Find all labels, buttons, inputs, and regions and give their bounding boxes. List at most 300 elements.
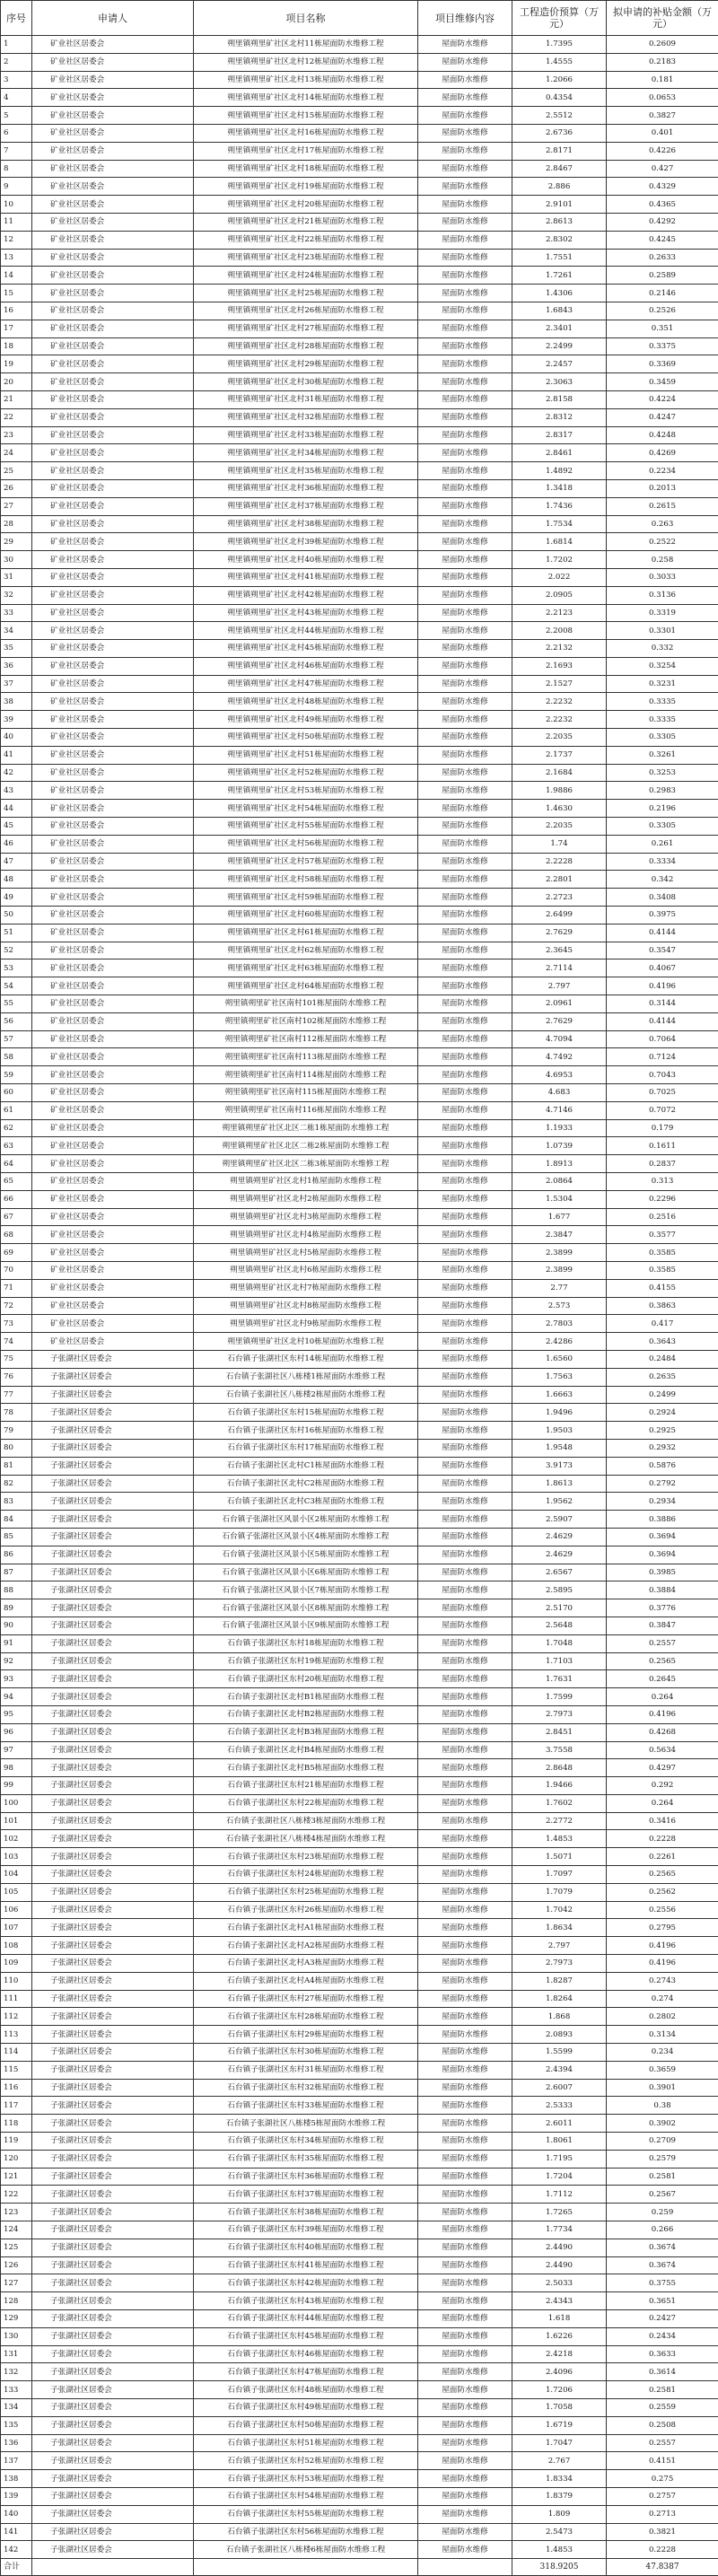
table-row — [1, 53, 718, 71]
row-subsidy: 0.2567 — [607, 2186, 718, 2204]
row-project-name: 石台镇子张湖社区东村15栋屋面防水维修工程 — [194, 1404, 418, 1422]
row-repair-content: 屋面防水维修 — [418, 977, 512, 995]
row-applicant: 矿业社区居委会 — [32, 800, 194, 818]
row-subsidy: 0.4144 — [607, 1012, 718, 1030]
row-budget: 1.8613 — [512, 1475, 607, 1493]
row-applicant: 子张湖社区居委会 — [32, 2381, 194, 2399]
row-subsidy: 0.264 — [607, 1794, 718, 1812]
row-applicant: 矿业社区居委会 — [32, 853, 194, 871]
row-repair-content: 屋面防水维修 — [418, 249, 512, 267]
row-applicant: 子张湖社区居委会 — [32, 1794, 194, 1812]
row-project-name: 朔里镇朔里矿社区北村11栋屋面防水维修工程 — [194, 36, 418, 54]
row-project-name: 朔里镇朔里矿社区北村13栋屋面防水维修工程 — [194, 71, 418, 89]
row-applicant: 矿业社区居委会 — [32, 1333, 194, 1351]
row-budget: 4.7146 — [512, 1101, 607, 1119]
row-project-name: 石台镇子张湖社区东村50栋屋面防水维修工程 — [194, 2416, 418, 2434]
table-row — [1, 1652, 718, 1670]
row-budget: 1.7058 — [512, 2398, 607, 2416]
row-project-name: 朔里镇朔里矿社区北村59栋屋面防水维修工程 — [194, 889, 418, 907]
table-row — [1, 1439, 718, 1457]
row-applicant: 矿业社区居委会 — [32, 871, 194, 889]
row-index: 37 — [1, 675, 32, 693]
row-budget: 2.5170 — [512, 1599, 607, 1617]
row-applicant: 子张湖社区居委会 — [32, 1759, 194, 1777]
row-repair-content: 屋面防水维修 — [418, 2381, 512, 2399]
row-budget: 1.7265 — [512, 2204, 607, 2221]
row-project-name: 朔里镇朔里矿社区北村20栋屋面防水维修工程 — [194, 196, 418, 214]
row-budget: 2.2232 — [512, 693, 607, 711]
row-budget: 2.1737 — [512, 746, 607, 764]
row-repair-content: 屋面防水维修 — [418, 746, 512, 764]
row-applicant: 子张湖社区居委会 — [32, 2256, 194, 2274]
total-label: 合计 — [1, 2559, 32, 2576]
row-applicant: 子张湖社区居委会 — [32, 2044, 194, 2062]
row-project-name: 石台镇子张湖社区风景小区2栋屋面防水维修工程 — [194, 1511, 418, 1529]
row-project-name: 朔里镇朔里矿社区北村1栋屋面防水维修工程 — [194, 1173, 418, 1191]
row-applicant: 矿业社区居委会 — [32, 124, 194, 142]
row-applicant: 矿业社区居委会 — [32, 1137, 194, 1155]
row-applicant: 子张湖社区居委会 — [32, 2079, 194, 2097]
row-subsidy: 0.3755 — [607, 2274, 718, 2292]
row-project-name: 朔里镇朔里矿社区北村33栋屋面防水维修工程 — [194, 426, 418, 444]
row-subsidy: 0.4268 — [607, 1723, 718, 1741]
row-index: 94 — [1, 1688, 32, 1706]
row-index: 6 — [1, 124, 32, 142]
row-project-name: 朔里镇朔里矿社区北村41栋屋面防水维修工程 — [194, 568, 418, 586]
row-repair-content: 屋面防水维修 — [418, 1137, 512, 1155]
table-row — [1, 1493, 718, 1511]
row-applicant: 子张湖社区居委会 — [32, 2363, 194, 2381]
row-repair-content: 屋面防水维修 — [418, 373, 512, 391]
row-subsidy: 0.274 — [607, 1990, 718, 2008]
table-row — [1, 1333, 718, 1351]
row-project-name: 朔里镇朔里矿社区北区二栋1栋屋面防水维修工程 — [194, 1119, 418, 1137]
row-repair-content: 屋面防水维修 — [418, 1794, 512, 1812]
row-budget: 1.7631 — [512, 1670, 607, 1688]
row-budget: 2.767 — [512, 2452, 607, 2470]
row-applicant: 子张湖社区居委会 — [32, 2115, 194, 2133]
row-repair-content: 屋面防水维修 — [418, 604, 512, 622]
row-subsidy: 0.4144 — [607, 924, 718, 942]
row-applicant: 矿业社区居委会 — [32, 604, 194, 622]
row-subsidy: 0.2565 — [607, 1652, 718, 1670]
row-index: 114 — [1, 2044, 32, 2062]
row-budget: 1.7097 — [512, 1866, 607, 1884]
row-budget: 1.6814 — [512, 533, 607, 551]
row-budget: 1.7195 — [512, 2150, 607, 2168]
row-budget: 0.4354 — [512, 89, 607, 107]
row-subsidy: 0.4196 — [607, 977, 718, 995]
row-project-name: 朔里镇朔里矿社区北村56栋屋面防水维修工程 — [194, 835, 418, 853]
table-row — [1, 2256, 718, 2274]
row-project-name: 石台镇子张湖社区东村48栋屋面防水维修工程 — [194, 2381, 418, 2399]
row-budget: 2.6736 — [512, 124, 607, 142]
table-row — [1, 746, 718, 764]
row-repair-content: 屋面防水维修 — [418, 36, 512, 54]
row-index: 2 — [1, 53, 32, 71]
row-applicant: 矿业社区居委会 — [32, 107, 194, 125]
row-repair-content: 屋面防水维修 — [418, 1155, 512, 1173]
row-budget: 4.683 — [512, 1084, 607, 1102]
row-index: 116 — [1, 2079, 32, 2097]
row-budget: 2.6011 — [512, 2115, 607, 2133]
row-applicant: 子张湖社区居委会 — [32, 1652, 194, 1670]
row-repair-content: 屋面防水维修 — [418, 355, 512, 373]
row-project-name: 石台镇子张湖社区东村14栋屋面防水维修工程 — [194, 1350, 418, 1368]
row-project-name: 石台镇子张湖社区东村16栋屋面防水维修工程 — [194, 1422, 418, 1440]
row-project-name: 石台镇子张湖社区东村56栋屋面防水维修工程 — [194, 2523, 418, 2541]
row-budget: 2.2723 — [512, 889, 607, 907]
row-repair-content: 屋面防水维修 — [418, 551, 512, 569]
row-index: 63 — [1, 1137, 32, 1155]
row-applicant: 矿业社区居委会 — [32, 1279, 194, 1297]
row-subsidy: 0.2562 — [607, 1883, 718, 1901]
row-subsidy: 0.3633 — [607, 2345, 718, 2363]
row-applicant: 子张湖社区居委会 — [32, 2541, 194, 2559]
row-repair-content: 屋面防水维修 — [418, 2168, 512, 2186]
total-budget: 318.9205 — [512, 2559, 607, 2576]
row-budget: 1.7395 — [512, 36, 607, 54]
row-budget: 1.4853 — [512, 1830, 607, 1848]
row-repair-content: 屋面防水维修 — [418, 818, 512, 836]
table-row — [1, 1937, 718, 1955]
row-applicant: 矿业社区居委会 — [32, 1244, 194, 1262]
row-index: 95 — [1, 1705, 32, 1723]
row-project-name: 朔里镇朔里矿社区北村53栋屋面防水维修工程 — [194, 782, 418, 800]
row-budget: 2.2123 — [512, 604, 607, 622]
row-project-name: 朔里镇朔里矿社区北村35栋屋面防水维修工程 — [194, 462, 418, 480]
row-subsidy: 0.7025 — [607, 1084, 718, 1102]
row-applicant: 子张湖社区居委会 — [32, 1883, 194, 1901]
row-applicant: 子张湖社区居委会 — [32, 1848, 194, 1866]
table-row — [1, 2292, 718, 2310]
row-budget: 2.8467 — [512, 160, 607, 178]
row-index: 19 — [1, 355, 32, 373]
row-budget: 2.5473 — [512, 2523, 607, 2541]
row-subsidy: 0.2743 — [607, 1972, 718, 1990]
row-subsidy: 0.7072 — [607, 1101, 718, 1119]
row-index: 118 — [1, 2115, 32, 2133]
row-project-name: 朔里镇朔里矿社区北村7栋屋面防水维修工程 — [194, 1279, 418, 1297]
row-budget: 1.8264 — [512, 1990, 607, 2008]
row-repair-content: 屋面防水维修 — [418, 729, 512, 747]
row-project-name: 石台镇子张湖社区东村27栋屋面防水维修工程 — [194, 1990, 418, 2008]
row-index: 123 — [1, 2204, 32, 2221]
row-applicant: 子张湖社区居委会 — [32, 1670, 194, 1688]
row-subsidy: 0.3884 — [607, 1582, 718, 1599]
row-index: 49 — [1, 889, 32, 907]
table-row — [1, 1617, 718, 1634]
row-repair-content: 屋面防水维修 — [418, 1439, 512, 1457]
row-applicant: 矿业社区居委会 — [32, 249, 194, 267]
table-row — [1, 1066, 718, 1084]
row-repair-content: 屋面防水维修 — [418, 995, 512, 1013]
row-applicant: 子张湖社区居委会 — [32, 2026, 194, 2044]
row-index: 99 — [1, 1777, 32, 1795]
row-project-name: 石台镇子张湖社区北村B5栋屋面防水维修工程 — [194, 1759, 418, 1777]
row-index: 5 — [1, 107, 32, 125]
row-project-name: 石台镇子张湖社区风景小区8栋屋面防水维修工程 — [194, 1599, 418, 1617]
row-repair-content: 屋面防水维修 — [418, 1297, 512, 1315]
row-budget: 1.8379 — [512, 2487, 607, 2505]
row-budget: 1.6226 — [512, 2327, 607, 2345]
row-applicant: 子张湖社区居委会 — [32, 1582, 194, 1599]
table-row — [1, 2327, 718, 2345]
row-index: 75 — [1, 1350, 32, 1368]
row-budget: 2.8302 — [512, 231, 607, 249]
row-applicant: 子张湖社区居委会 — [32, 2239, 194, 2256]
row-project-name: 朔里镇朔里矿社区北区二栋3栋屋面防水维修工程 — [194, 1155, 418, 1173]
table-row — [1, 2470, 718, 2488]
row-applicant: 矿业社区居委会 — [32, 285, 194, 302]
row-index: 77 — [1, 1386, 32, 1404]
row-budget: 1.1933 — [512, 1119, 607, 1137]
row-subsidy: 0.3416 — [607, 1812, 718, 1830]
row-project-name: 朔里镇朔里矿社区北村15栋屋面防水维修工程 — [194, 107, 418, 125]
row-index: 25 — [1, 462, 32, 480]
row-index: 104 — [1, 1866, 32, 1884]
row-index: 43 — [1, 782, 32, 800]
row-index: 26 — [1, 479, 32, 497]
row-budget: 1.7202 — [512, 551, 607, 569]
row-index: 78 — [1, 1404, 32, 1422]
row-project-name: 石台镇子张湖社区八栋楼2栋屋面防水维修工程 — [194, 1386, 418, 1404]
row-index: 74 — [1, 1333, 32, 1351]
row-project-name: 石台镇子张湖社区风景小区7栋屋面防水维修工程 — [194, 1582, 418, 1599]
row-budget: 2.7629 — [512, 1012, 607, 1030]
row-budget: 2.1684 — [512, 764, 607, 782]
row-budget: 2.2008 — [512, 622, 607, 640]
row-index: 60 — [1, 1084, 32, 1102]
row-repair-content: 屋面防水维修 — [418, 1652, 512, 1670]
row-applicant: 矿业社区居委会 — [32, 746, 194, 764]
row-index: 10 — [1, 196, 32, 214]
row-project-name: 朔里镇朔里矿社区北村24栋屋面防水维修工程 — [194, 267, 418, 285]
row-budget: 2.0893 — [512, 2026, 607, 2044]
table-row — [1, 800, 718, 818]
table-row — [1, 142, 718, 160]
row-subsidy: 0.2645 — [607, 1670, 718, 1688]
row-subsidy: 0.3301 — [607, 622, 718, 640]
row-repair-content: 屋面防水维修 — [418, 586, 512, 604]
row-project-name: 石台镇子张湖社区八栋楼6栋屋面防水维修工程 — [194, 2541, 418, 2559]
row-applicant: 矿业社区居委会 — [32, 1119, 194, 1137]
row-project-name: 朔里镇朔里矿社区北村32栋屋面防水维修工程 — [194, 408, 418, 426]
row-repair-content: 屋面防水维修 — [418, 1048, 512, 1066]
row-repair-content: 屋面防水维修 — [418, 1582, 512, 1599]
row-subsidy: 0.2484 — [607, 1350, 718, 1368]
row-applicant: 矿业社区居委会 — [32, 1226, 194, 1244]
row-index: 102 — [1, 1830, 32, 1848]
row-project-name: 朔里镇朔里矿社区南村102栋屋面防水维修工程 — [194, 1012, 418, 1030]
row-index: 23 — [1, 426, 32, 444]
row-applicant: 矿业社区居委会 — [32, 196, 194, 214]
row-budget: 2.8312 — [512, 408, 607, 426]
row-applicant: 矿业社区居委会 — [32, 426, 194, 444]
row-repair-content: 屋面防水维修 — [418, 2079, 512, 2097]
row-project-name: 朔里镇朔里矿社区北村21栋屋面防水维修工程 — [194, 213, 418, 231]
table-row — [1, 355, 718, 373]
table-row — [1, 231, 718, 249]
row-subsidy: 0.2802 — [607, 2008, 718, 2026]
row-repair-content: 屋面防水维修 — [418, 2327, 512, 2345]
row-applicant: 矿业社区居委会 — [32, 89, 194, 107]
row-subsidy: 0.4151 — [607, 2452, 718, 2470]
row-applicant: 矿业社区居委会 — [32, 995, 194, 1013]
row-repair-content: 屋面防水维修 — [418, 2487, 512, 2505]
row-subsidy: 0.2508 — [607, 2416, 718, 2434]
row-project-name: 朔里镇朔里矿社区北村62栋屋面防水维修工程 — [194, 942, 418, 959]
table-row — [1, 1972, 718, 1990]
row-index: 47 — [1, 853, 32, 871]
row-index: 56 — [1, 1012, 32, 1030]
row-subsidy: 0.417 — [607, 1315, 718, 1333]
row-budget: 2.3899 — [512, 1244, 607, 1262]
row-repair-content: 屋面防水维修 — [418, 1511, 512, 1529]
table-row — [1, 2150, 718, 2168]
row-index: 117 — [1, 2097, 32, 2115]
table-row — [1, 2168, 718, 2186]
row-applicant: 矿业社区居委会 — [32, 231, 194, 249]
row-repair-content: 屋面防水维修 — [418, 1741, 512, 1759]
row-applicant: 矿业社区居委会 — [32, 889, 194, 907]
row-project-name: 石台镇子张湖社区北村C2栋屋面防水维修工程 — [194, 1475, 418, 1493]
row-applicant: 子张湖社区居委会 — [32, 1368, 194, 1386]
row-budget: 3.7558 — [512, 1741, 607, 1759]
row-applicant: 矿业社区居委会 — [32, 1101, 194, 1119]
row-subsidy: 0.3134 — [607, 2026, 718, 2044]
table-row — [1, 2452, 718, 2470]
table-row — [1, 995, 718, 1013]
row-subsidy: 0.7043 — [607, 1066, 718, 1084]
row-applicant: 矿业社区居委会 — [32, 1030, 194, 1048]
row-repair-content: 屋面防水维修 — [418, 2221, 512, 2239]
row-repair-content: 屋面防水维修 — [418, 622, 512, 640]
row-index: 131 — [1, 2345, 32, 2363]
row-project-name: 石台镇子张湖社区风景小区9栋屋面防水维修工程 — [194, 1617, 418, 1634]
row-subsidy: 0.2196 — [607, 800, 718, 818]
row-repair-content: 屋面防水维修 — [418, 764, 512, 782]
row-index: 24 — [1, 444, 32, 462]
table-row — [1, 1404, 718, 1422]
row-repair-content: 屋面防水维修 — [418, 675, 512, 693]
row-repair-content: 屋面防水维修 — [418, 479, 512, 497]
row-project-name: 朔里镇朔里矿社区北村48栋屋面防水维修工程 — [194, 693, 418, 711]
table-row — [1, 1244, 718, 1262]
row-project-name: 石台镇子张湖社区东村31栋屋面防水维修工程 — [194, 2061, 418, 2079]
table-row — [1, 1048, 718, 1066]
row-project-name: 朔里镇朔里矿社区北村34栋屋面防水维修工程 — [194, 444, 418, 462]
row-repair-content: 屋面防水维修 — [418, 107, 512, 125]
row-applicant: 子张湖社区居委会 — [32, 2310, 194, 2328]
row-budget: 1.7079 — [512, 1883, 607, 1901]
row-budget: 1.7599 — [512, 1688, 607, 1706]
table-row — [1, 1582, 718, 1599]
row-index: 13 — [1, 249, 32, 267]
row-index: 138 — [1, 2470, 32, 2488]
row-applicant: 矿业社区居委会 — [32, 479, 194, 497]
row-repair-content: 屋面防水维修 — [418, 924, 512, 942]
row-budget: 2.2772 — [512, 1812, 607, 1830]
row-index: 111 — [1, 1990, 32, 2008]
row-project-name: 朔里镇朔里矿社区北村2栋屋面防水维修工程 — [194, 1190, 418, 1208]
row-applicant: 矿业社区居委会 — [32, 533, 194, 551]
row-project-name: 石台镇子张湖社区北村C3栋屋面防水维修工程 — [194, 1493, 418, 1511]
row-project-name: 石台镇子张湖社区八栋楼4栋屋面防水维修工程 — [194, 1830, 418, 1848]
row-index: 69 — [1, 1244, 32, 1262]
row-project-name: 石台镇子张湖社区八栋楼1栋屋面防水维修工程 — [194, 1368, 418, 1386]
row-repair-content: 屋面防水维修 — [418, 1617, 512, 1634]
row-repair-content: 屋面防水维修 — [418, 1084, 512, 1102]
row-subsidy: 0.2565 — [607, 1866, 718, 1884]
total-subsidy: 47.8387 — [607, 2559, 718, 2576]
header-budget: 工程造价预算（万元） — [512, 1, 607, 36]
row-subsidy: 0.3902 — [607, 2115, 718, 2133]
row-applicant: 子张湖社区居委会 — [32, 2452, 194, 2470]
row-budget: 2.1693 — [512, 657, 607, 675]
row-index: 11 — [1, 213, 32, 231]
table-row — [1, 1848, 718, 1866]
row-applicant: 矿业社区居委会 — [32, 1048, 194, 1066]
row-index: 57 — [1, 1030, 32, 1048]
row-subsidy: 0.2581 — [607, 2168, 718, 2186]
row-index: 72 — [1, 1297, 32, 1315]
row-project-name: 朔里镇朔里矿社区北村52栋屋面防水维修工程 — [194, 764, 418, 782]
row-index: 32 — [1, 586, 32, 604]
row-repair-content: 屋面防水维修 — [418, 1404, 512, 1422]
row-budget: 1.4892 — [512, 462, 607, 480]
table-row — [1, 479, 718, 497]
table-row — [1, 515, 718, 533]
row-budget: 1.4853 — [512, 2541, 607, 2559]
row-subsidy: 0.5634 — [607, 1741, 718, 1759]
table-row — [1, 107, 718, 125]
table-row — [1, 1777, 718, 1795]
row-budget: 1.4630 — [512, 800, 607, 818]
row-budget: 1.8287 — [512, 1972, 607, 1990]
row-subsidy: 0.3985 — [607, 1564, 718, 1582]
row-budget: 2.9101 — [512, 196, 607, 214]
row-repair-content: 屋面防水维修 — [418, 2505, 512, 2523]
row-index: 108 — [1, 1937, 32, 1955]
row-subsidy: 0.7124 — [607, 1048, 718, 1066]
row-repair-content: 屋面防水维修 — [418, 800, 512, 818]
row-index: 14 — [1, 267, 32, 285]
row-repair-content: 屋面防水维修 — [418, 124, 512, 142]
row-index: 139 — [1, 2487, 32, 2505]
row-subsidy: 0.38 — [607, 2097, 718, 2115]
row-applicant: 矿业社区居委会 — [32, 818, 194, 836]
row-index: 30 — [1, 551, 32, 569]
row-project-name: 朔里镇朔里矿社区北村27栋屋面防水维修工程 — [194, 320, 418, 337]
table-row — [1, 853, 718, 871]
row-budget: 2.5648 — [512, 1617, 607, 1634]
table-row — [1, 1208, 718, 1226]
row-index: 41 — [1, 746, 32, 764]
row-project-name: 石台镇子张湖社区东村42栋屋面防水维修工程 — [194, 2274, 418, 2292]
row-subsidy: 0.292 — [607, 1777, 718, 1795]
row-project-name: 朔里镇朔里矿社区北村25栋屋面防水维修工程 — [194, 285, 418, 302]
row-project-name: 朔里镇朔里矿社区南村113栋屋面防水维修工程 — [194, 1048, 418, 1066]
total-row — [1, 2559, 718, 2576]
row-index: 121 — [1, 2168, 32, 2186]
row-applicant: 矿业社区居委会 — [32, 1084, 194, 1102]
row-index: 17 — [1, 320, 32, 337]
row-index: 142 — [1, 2541, 32, 2559]
row-project-name: 朔里镇朔里矿社区北村5栋屋面防水维修工程 — [194, 1244, 418, 1262]
row-budget: 1.8913 — [512, 1155, 607, 1173]
row-budget: 1.7206 — [512, 2381, 607, 2399]
